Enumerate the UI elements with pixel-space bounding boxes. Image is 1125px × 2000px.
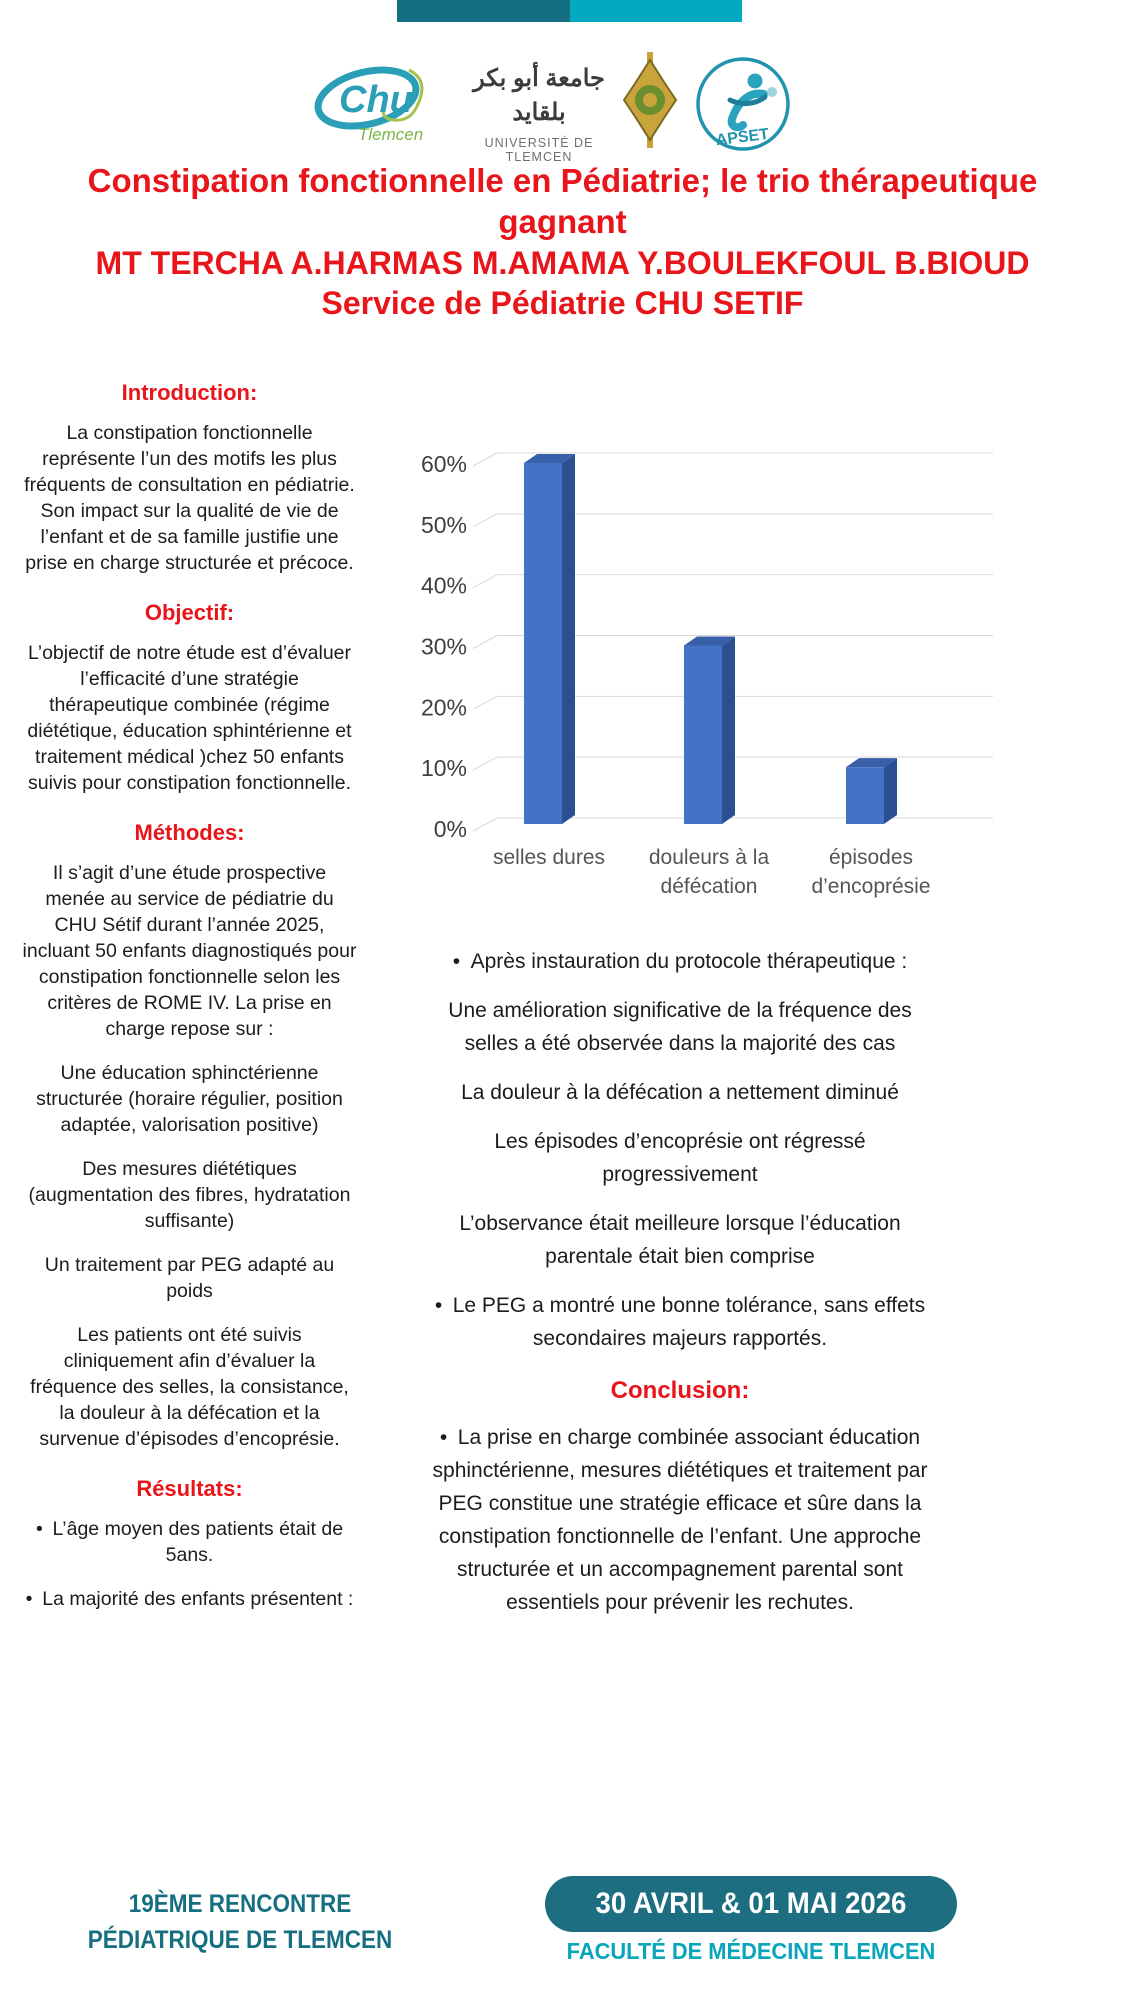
svg-text:d’encoprésie: d’encoprésie: [811, 875, 931, 898]
svg-text:10%: 10%: [420, 755, 467, 782]
introduction-paragraph: La constipation fonctionnelle représente l’un des motifs les plus fréquents de consultation en pédiatrie. Son impact sur la qualité de vie de l’enfant et de sa famille justifie une prise en charge structurée et précoce.: [24, 422, 355, 574]
apset-label: APSET: [714, 125, 770, 150]
title-block: [30, 160, 1095, 323]
svg-text:douleurs à la: douleurs à la: [648, 846, 770, 869]
svg-text:selles dures: selles dures: [492, 846, 606, 869]
results-paragraph-2: La douleur à la défécation a nettement diminué: [461, 1081, 899, 1104]
chu-script-text: Chu: [339, 79, 413, 121]
svg-text:0%: 0%: [433, 816, 467, 842]
section-heading-methodes: Méthodes:: [134, 820, 245, 845]
top-accent-bar-dark: [397, 0, 570, 22]
chu-tlemcen-logo: [312, 56, 447, 151]
right-column: [425, 945, 935, 1635]
resultats-bullet-1: • L’âge moyen des patients était de 5ans.: [22, 1516, 357, 1568]
svg-text:30%: 30%: [420, 633, 467, 660]
section-heading-conclusion: Conclusion:: [610, 1377, 750, 1404]
objectif-paragraph: L’objectif de notre étude est d’évaluer l’efficacité d’une stratégie thérapeutique combinée (régime diététique, éducation sphintérienne et traitement médical )chez 50 enfants suivis pour constipation fonctionnelle.: [27, 642, 352, 794]
results-bar-chart: [385, 420, 1005, 920]
resultats-bullet-2: • La majorité des enfants présentent :: [22, 1586, 357, 1612]
svg-text:50%: 50%: [420, 511, 467, 538]
university-arabic-name: جامعة أبو بكر بلقايد: [473, 65, 605, 126]
results-paragraph-3: Les épisodes d’encoprésie ont régressé progressivement: [494, 1130, 866, 1186]
svg-text:épisodes: épisodes: [828, 846, 914, 869]
methodes-paragraph-1: Il s’agit d’une étude prospective menée au service de pédiatrie du CHU Sétif durant l’année 2025, incluant 50 enfants diagnostiqués pour constipation fonctionnelle selon les critères de ROME IV. La prise en charge repose sur :: [22, 862, 357, 1040]
venue-text: FACULTÉ DE MÉDECINE TLEMCEN: [566, 1938, 936, 1964]
results-peg-bullet: • Le PEG a montré une bonne tolérance, sans effets secondaires majeurs rapportés.: [425, 1289, 935, 1355]
results-paragraph-4: L’observance était meilleure lorsque l’éducation parentale était bien comprise: [459, 1212, 901, 1268]
methodes-paragraph-2: Une éducation sphinctérienne structurée (horaire régulier, position adaptée, valorisation positive): [36, 1062, 343, 1136]
apset-dot: [767, 87, 777, 97]
svg-text:défécation: défécation: [660, 875, 758, 898]
svg-text:40%: 40%: [420, 572, 467, 599]
event-title: [78, 1886, 402, 1958]
svg-text:20%: 20%: [420, 694, 467, 721]
university-latin-name: UNIVERSITÉ DE TLEMCEN: [484, 136, 594, 164]
apset-figure-head: [748, 74, 763, 89]
university-tlemcen-logo: [450, 62, 628, 164]
emblem-center-dot: [643, 93, 657, 107]
university-emblem-icon: [620, 52, 680, 148]
bar-chart-svg: [385, 420, 1005, 920]
section-heading-introduction: Introduction:: [121, 380, 258, 405]
top-accent-bar: [397, 0, 742, 22]
section-heading-objectif: Objectif:: [144, 600, 235, 625]
methodes-paragraph-3: Des mesures diététiques (augmentation des fibres, hydratation suffisante): [28, 1158, 351, 1232]
date-badge-text: 30 AVRIL & 01 MAI 2026: [595, 1887, 907, 1920]
date-badge: [545, 1876, 957, 1932]
svg-text:60%: 60%: [420, 451, 467, 477]
poster-title: Constipation fonctionnelle en Pédiatrie; le trio thérapeutique gagnant: [87, 162, 1038, 240]
chu-sub-text: Tlemcen: [358, 125, 424, 144]
methodes-paragraph-4: Un traitement par PEG adapté au poids: [44, 1254, 335, 1302]
poster-authors: MT TERCHA A.HARMAS M.AMAMA Y.BOULEKFOUL B.BIOUD: [95, 245, 1030, 281]
conclusion-bullet: • La prise en charge combinée associant éducation sphinctérienne, mesures diététiques et traitement par PEG constitue une stratégie efficace et sûre dans la constipation fonctionnelle de l’enfant. Une approche structurée et un accompagnement parental sont essentiels pour prévenir les rechutes.: [425, 1421, 935, 1619]
logo-row: [0, 52, 1125, 164]
results-protocol-bullet: • Après instauration du protocole thérapeutique :: [425, 945, 935, 978]
poster-affiliation: Service de Pédiatrie CHU SETIF: [321, 285, 804, 321]
top-accent-bar-light: [570, 0, 743, 22]
event-title-line1: 19ÈME RENCONTRE: [128, 1890, 352, 1918]
methodes-paragraph-5: Les patients ont été suivis cliniquement afin d’évaluer la fréquence des selles, la consistance, la douleur à la défécation et la survenue d’épisodes d’encoprésie.: [30, 1324, 349, 1450]
apset-logo: [692, 52, 794, 154]
left-column: [22, 380, 357, 1630]
results-paragraph-1: Une amélioration significative de la fréquence des selles a été observée dans la majorité des cas: [448, 999, 912, 1055]
event-title-line2: PÉDIATRIQUE DE TLEMCEN: [87, 1926, 393, 1954]
section-heading-resultats: Résultats:: [136, 1476, 243, 1501]
